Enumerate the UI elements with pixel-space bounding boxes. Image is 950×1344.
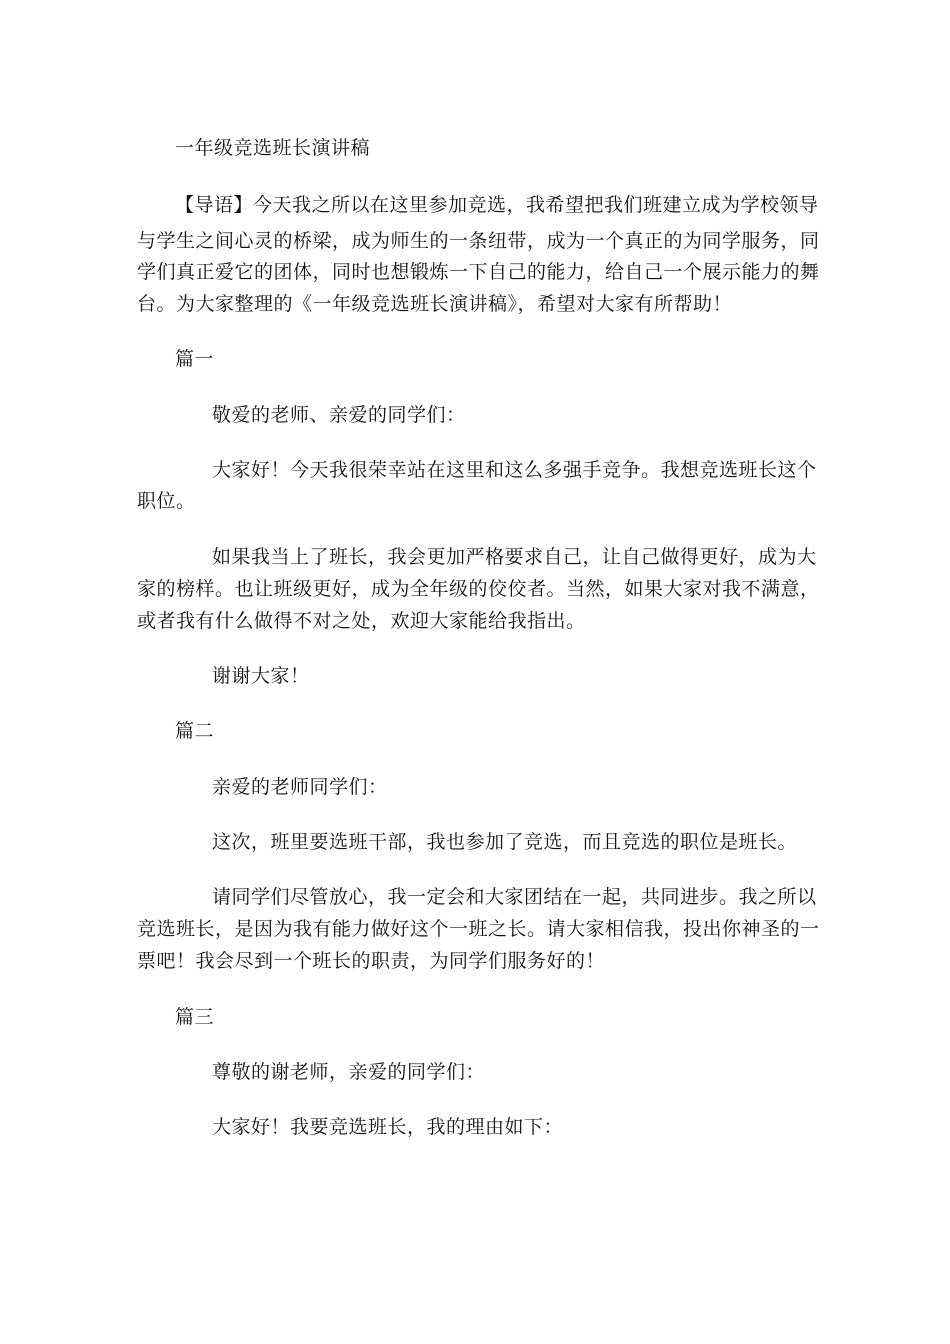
paragraph-line: 如果我当上了班长，我会更加严格要求自己，让自己做得更好，成为大 <box>212 546 817 568</box>
paragraph-line: 大家好！今天我很荣幸站在这里和这么多强手竞争。我想竞选班长这个 <box>212 459 817 481</box>
paragraph-line: 谢谢大家！ <box>212 665 310 687</box>
paragraph-line: 请同学们尽管放心，我一定会和大家团结在一起，共同进步。我之所以 <box>212 886 817 908</box>
paragraph-line: 亲爱的老师同学们： <box>212 776 388 798</box>
section-heading: 篇三 <box>175 1006 215 1028</box>
section-heading: 篇二 <box>175 720 215 742</box>
document-title: 一年级竞选班长演讲稿 <box>175 137 371 159</box>
paragraph-line: 这次，班里要选班干部，我也参加了竞选，而且竞选的职位是班长。 <box>212 831 798 853</box>
intro-line: 与学生之间心灵的桥梁，成为师生的一条纽带，成为一个真正的为同学服务，同 <box>137 230 820 252</box>
paragraph-line: 尊敬的谢老师，亲爱的同学们： <box>212 1061 486 1083</box>
section-heading: 篇一 <box>175 348 215 370</box>
paragraph-line: 或者我有什么做得不对之处，欢迎大家能给我指出。 <box>137 610 586 632</box>
paragraph-line: 敬爱的老师、亲爱的同学们： <box>212 404 466 426</box>
intro-line: 台。为大家整理的《一年级竞选班长演讲稿》，希望对大家有所帮助！ <box>137 293 733 315</box>
paragraph-line: 竞选班长，是因为我有能力做好这个一班之长。请大家相信我，投出你神圣的一 <box>137 918 820 940</box>
paragraph-line: 大家好！我要竞选班长，我的理由如下： <box>212 1116 564 1138</box>
paragraph-line: 家的榜样。也让班级更好，成为全年级的佼佼者。当然，如果大家对我不满意， <box>137 578 820 600</box>
paragraph-line: 职位。 <box>137 490 196 512</box>
intro-line: 学们真正爱它的团体，同时也想锻炼一下自己的能力，给自己一个展示能力的舞 <box>137 261 820 283</box>
paragraph-line: 票吧！我会尽到一个班长的职责，为同学们服务好的！ <box>137 950 606 972</box>
intro-line: 【导语】今天我之所以在这里参加竞选，我希望把我们班建立成为学校领导 <box>175 194 819 216</box>
